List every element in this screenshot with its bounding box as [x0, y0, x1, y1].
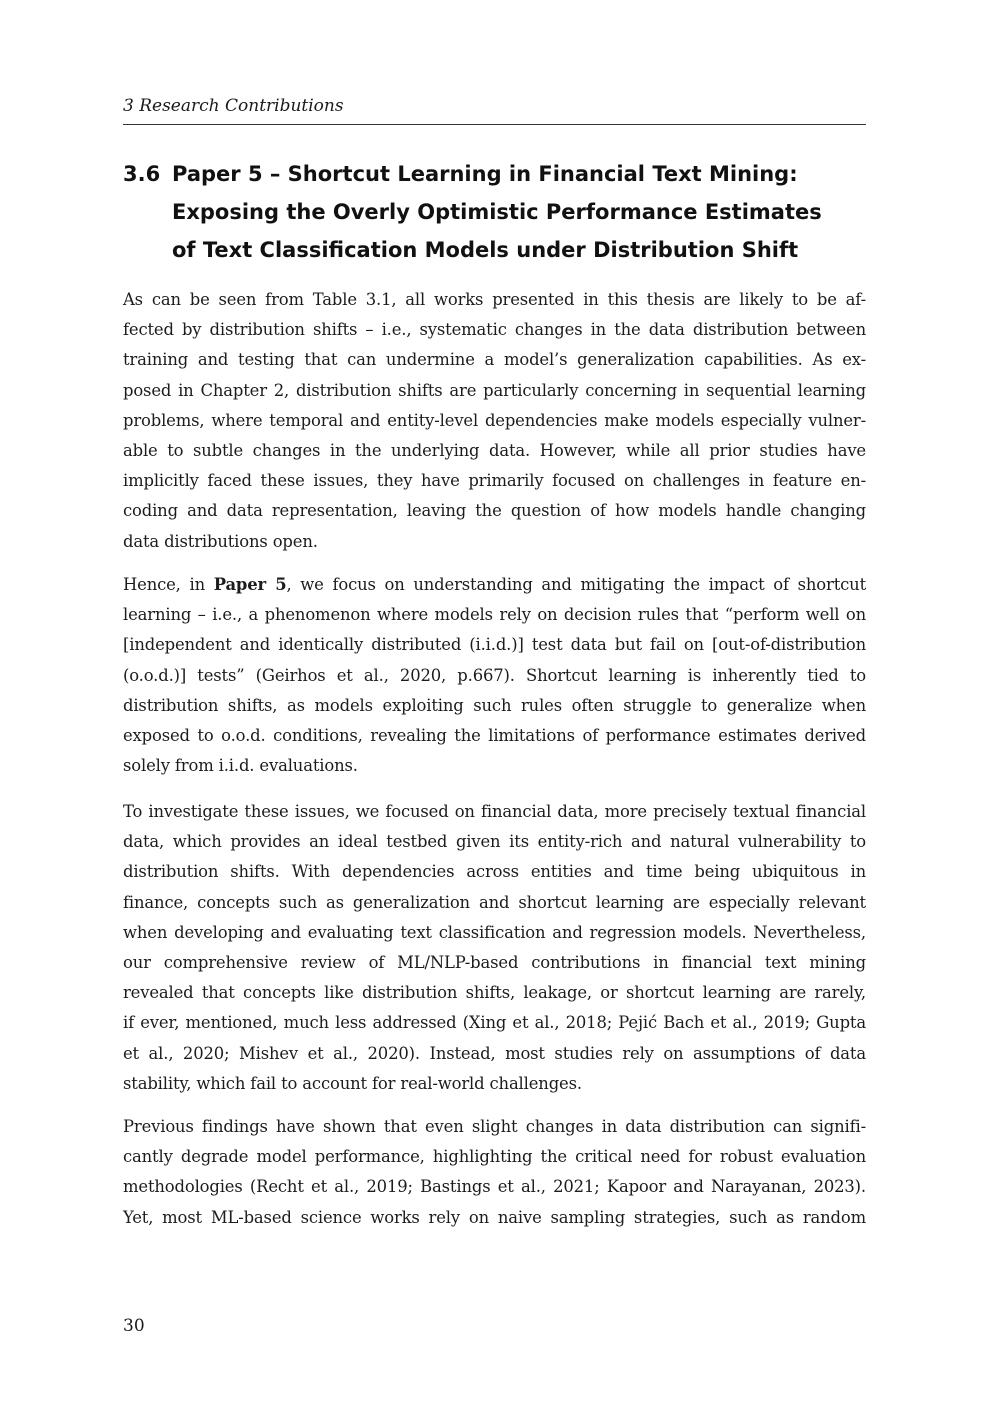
text-line: finance, concepts such as generalization and shortcut learning are especially relevant — [123, 892, 866, 912]
running-header: 3 Research Contributions — [123, 96, 344, 116]
text-line: cantly degrade model performance, highlighting the critical need for robust evaluation — [123, 1147, 866, 1167]
text-line: learning – i.e., a phenomenon where models rely on decision rules that “perform well on — [123, 605, 866, 625]
page-number: 30 — [123, 1316, 145, 1336]
text-line: coding and data representation, leaving the question of how models handle changing — [123, 501, 866, 521]
text-line: fected by distribution shifts – i.e., systematic changes in the data distribution between — [123, 320, 866, 340]
paragraph-3 — [123, 797, 866, 1099]
text-line: distribution shifts, as models exploiting such rules often struggle to generalize when — [123, 695, 866, 715]
text-line: when developing and evaluating text classification and regression models. Nevertheless, — [123, 922, 866, 942]
section-number: 3.6 — [123, 162, 161, 186]
text-run: Hence, in — [123, 575, 214, 594]
paragraph-2 — [123, 570, 866, 781]
text-line: data distributions open. — [123, 531, 318, 551]
paragraph-4 — [123, 1112, 866, 1233]
text-line: (o.o.d.)] tests” (Geirhos et al., 2020, p.667). Shortcut learning is inherently tied to — [123, 665, 866, 685]
paragraph-1 — [123, 285, 866, 557]
text-line: data, which provides an ideal testbed given its entity-rich and natural vulnerability to — [123, 832, 866, 852]
text-line: problems, where temporal and entity-level dependencies make models especially vulner- — [123, 410, 866, 430]
text-line: et al., 2020; Mishev et al., 2020). Instead, most studies rely on assumptions of data — [123, 1043, 866, 1063]
text-line: posed in Chapter 2, distribution shifts are particularly concerning in sequential learning — [123, 380, 866, 400]
text-line: our comprehensive review of ML/NLP-based contributions in financial text mining — [123, 952, 866, 972]
header-rule — [123, 124, 866, 125]
section-title-line: of Text Classification Models under Distribution Shift — [172, 238, 799, 262]
text-line: stability, which fail to account for real-world challenges. — [123, 1073, 582, 1093]
text-line: able to subtle changes in the underlying data. However, while all prior studies have — [123, 440, 866, 460]
text-line: implicitly faced these issues, they have primarily focused on challenges in feature en- — [123, 471, 866, 491]
section-title-line: Paper 5 – Shortcut Learning in Financial Text Mining: — [172, 162, 798, 186]
text-line: revealed that concepts like distribution shifts, leakage, or shortcut learning are rarely, — [123, 983, 866, 1003]
paper-reference-bold: Paper 5 — [213, 575, 287, 594]
text-line: methodologies (Recht et al., 2019; Bastings et al., 2021; Kapoor and Narayanan, 2023). — [123, 1177, 866, 1197]
text-line: if ever, mentioned, much less addressed (Xing et al., 2018; Pejić Bach et al., 2019; Gupta — [123, 1013, 866, 1033]
text-line: exposed to o.o.d. conditions, revealing the limitations of performance estimates derived — [123, 725, 866, 745]
text-line: distribution shifts. With dependencies across entities and time being ubiquitous in — [123, 862, 866, 882]
text-line: [independent and identically distributed (i.i.d.)] test data but fail on [out-of-distribution — [123, 635, 866, 655]
text-line: solely from i.i.d. evaluations. — [123, 756, 358, 776]
text-line: Previous findings have shown that even slight changes in data distribution can signifi- — [123, 1117, 866, 1136]
text-line — [123, 570, 866, 600]
text-line: As can be seen from Table 3.1, all works presented in this thesis are likely to be af- — [123, 290, 866, 309]
text-run: , we focus on understanding and mitigating the impact of shortcut — [286, 575, 867, 594]
text-line: Yet, most ML-based science works rely on naive sampling strategies, such as random — [123, 1207, 866, 1227]
text-line: training and testing that can undermine a model’s generalization capabilities. As ex- — [123, 350, 866, 370]
section-title — [172, 155, 866, 269]
text-line: To investigate these issues, we focused on financial data, more precisely textual financial — [123, 802, 866, 821]
section-title-line: Exposing the Overly Optimistic Performance Estimates — [172, 200, 822, 224]
